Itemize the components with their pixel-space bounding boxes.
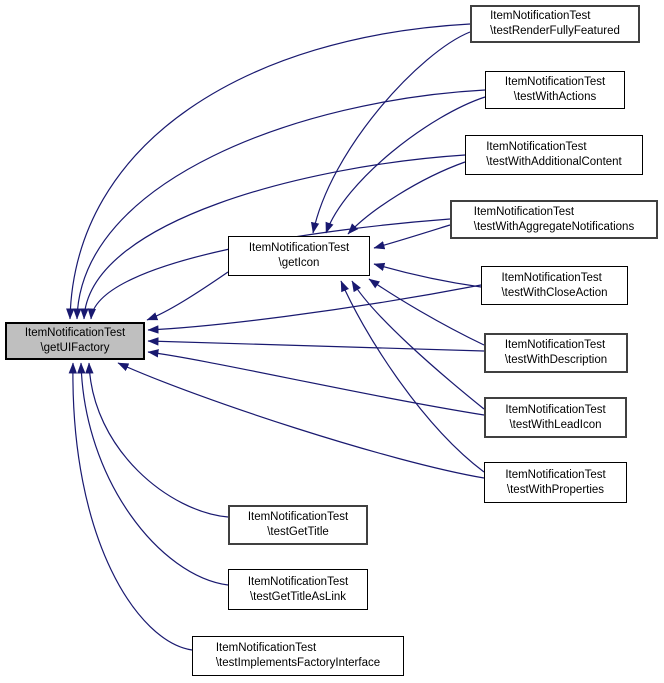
- node-testImplementsFactoryInterface[interactable]: [192, 636, 404, 676]
- node-getIcon[interactable]: [228, 236, 370, 276]
- edge-testWithLeadIcon-getUIFactory: [148, 352, 484, 415]
- edge-testWithLeadIcon-getIcon: [352, 281, 484, 409]
- edge-testWithActions-getUIFactory: [77, 90, 485, 319]
- node-testGetTitle[interactable]: [228, 505, 368, 545]
- edge-getIcon-getUIFactory: [147, 272, 228, 320]
- node-testWithAggregateNotifications[interactable]: [450, 200, 658, 239]
- node-label-line1: ItemNotificationTest: [505, 403, 606, 416]
- edge-testWithDescription-getUIFactory: [148, 341, 484, 351]
- node-label-line1: ItemNotificationTest: [248, 242, 350, 254]
- node-label-line1: ItemNotificationTest: [24, 327, 126, 339]
- node-testWithProperties[interactable]: [484, 462, 627, 503]
- node-label-line2: \testImplementsFactoryInterface: [215, 657, 381, 669]
- node-label-line2: \testGetTitleAsLink: [249, 590, 347, 603]
- node-getUIFactory[interactable]: [5, 322, 145, 360]
- edge-testWithCloseAction-getIcon: [374, 264, 481, 287]
- node-testWithAdditionalContent[interactable]: [465, 135, 643, 175]
- node-label-line1: ItemNotificationTest: [247, 511, 349, 523]
- node-label-line1: ItemNotificationTest: [486, 141, 587, 153]
- node-testWithDescription[interactable]: [484, 333, 628, 373]
- node-testWithLeadIcon[interactable]: [484, 397, 627, 438]
- node-label-line1: ItemNotificationTest: [501, 271, 602, 284]
- node-label-line2: \testWithAggregateNotifications: [473, 220, 635, 233]
- node-label-line1: ItemNotificationTest: [247, 575, 349, 588]
- node-label-line1: ItemNotificationTest: [505, 468, 606, 481]
- node-label-line1: ItemNotificationTest: [504, 339, 606, 351]
- node-testRenderFullyFeatured[interactable]: [470, 5, 640, 43]
- node-label-line2: \getIcon: [278, 257, 320, 269]
- node-label-line2: \testWithLeadIcon: [509, 418, 602, 431]
- node-label-line2: \testWithAdditionalContent: [486, 156, 622, 168]
- edge-testWithProperties-getIcon: [341, 281, 484, 472]
- node-label-line1: ItemNotificationTest: [215, 642, 317, 654]
- edge-testWithAggregateNotifications-getIcon: [374, 225, 450, 248]
- node-testWithCloseAction[interactable]: [481, 266, 628, 305]
- node-label-line2: \testWithDescription: [504, 354, 608, 366]
- node-label-line1: ItemNotificationTest: [504, 76, 606, 88]
- node-label-line2: \testRenderFullyFeatured: [490, 25, 620, 37]
- edge-testImplementsFactoryInterface-getUIFactory: [73, 363, 192, 650]
- node-testGetTitleAsLink[interactable]: [228, 569, 368, 610]
- edge-testGetTitle-getUIFactory: [89, 363, 228, 517]
- node-label-line2: \testWithProperties: [506, 483, 605, 496]
- node-label-line2: \testWithActions: [513, 91, 597, 103]
- edge-testWithDescription-getIcon: [369, 279, 484, 345]
- node-label-line2: \getUIFactory: [40, 342, 110, 354]
- node-testWithActions[interactable]: [485, 71, 625, 109]
- node-label-line2: \testWithCloseAction: [501, 286, 608, 299]
- edge-testRenderFullyFeatured-getIcon: [313, 32, 470, 233]
- node-label-line1: ItemNotificationTest: [490, 10, 591, 22]
- node-label-line2: \testGetTitle: [267, 526, 329, 538]
- node-label-line1: ItemNotificationTest: [473, 205, 575, 218]
